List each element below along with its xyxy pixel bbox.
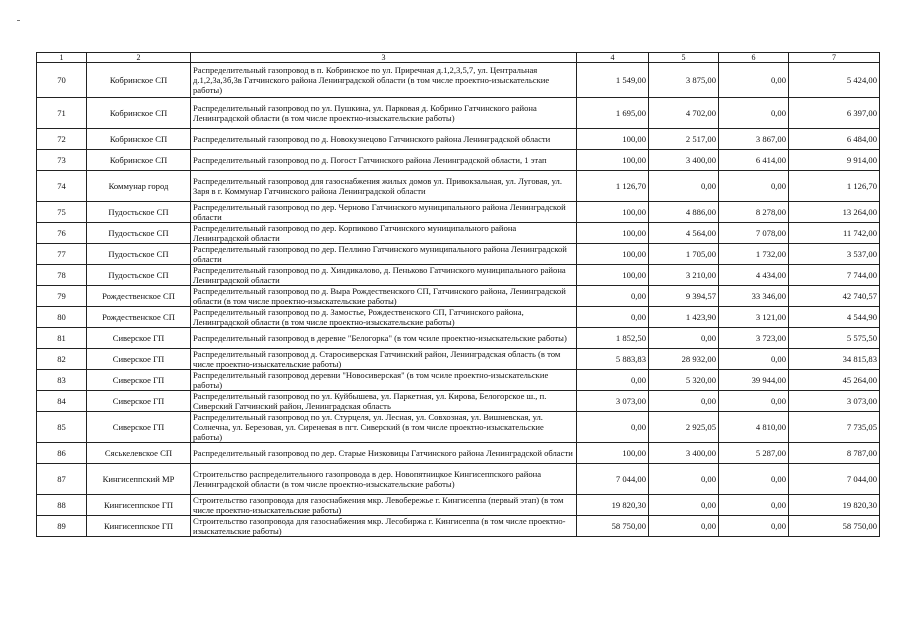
table-row xyxy=(37,150,880,171)
row-number: 74 xyxy=(37,171,87,202)
amount-total-cell: 4 544,90 xyxy=(789,307,880,328)
amount-total-cell: 58 750,00 xyxy=(789,516,880,537)
table-row xyxy=(37,265,880,286)
amount-col6-cell: 3 121,00 xyxy=(719,307,789,328)
amount-col5-cell: 4 886,00 xyxy=(649,202,719,223)
amount-col5-cell: 1 705,00 xyxy=(649,244,719,265)
description-cell: Распределительный газопровод деревни "Новосиверская" (в том чсиле проектно-изыскательские работы) xyxy=(191,370,577,391)
description-cell: Строительство газопровода для газоснабжения мкр. Лесобиржа г. Кингисеппа (в том числе проектно-изыскательские работы) xyxy=(191,516,577,537)
description-cell: Распределительный газопровод в п. Кобринское по ул. Приречная д.1,2,3,5,7, ул. Центральная д.1,2,3а,3б,3в Гатчинского района Ленинградской области (в том числе проектно-изыскательские работы) xyxy=(191,63,577,98)
amount-total-cell: 1 126,70 xyxy=(789,171,880,202)
municipality-cell: Кобринское СП xyxy=(87,98,191,129)
municipality-cell: Сяськелевское СП xyxy=(87,443,191,464)
amount-col5-cell: 3 875,00 xyxy=(649,63,719,98)
municipality-cell: Кобринское СП xyxy=(87,150,191,171)
row-number: 81 xyxy=(37,328,87,349)
amount-col6-cell: 1 732,00 xyxy=(719,244,789,265)
column-header: 6 xyxy=(719,53,789,63)
amount-col5-cell: 3 210,00 xyxy=(649,265,719,286)
description-cell: Распределительный газопровод по дер. Пеллино Гатчинского муниципального района Ленинградской области xyxy=(191,244,577,265)
description-cell: Распределительный газопровод по дер. Корпиково Гатчинского муниципального района Ленинградской области xyxy=(191,223,577,244)
amount-col5-cell: 28 932,00 xyxy=(649,349,719,370)
table-row xyxy=(37,307,880,328)
description-cell: Распределительный газопровод для газоснабжения жилых домов ул. Привокзальная, ул. Луговая, ул. Заря в г. Коммунар Гатчинского района Ленинградской области xyxy=(191,171,577,202)
municipality-cell: Сиверское ГП xyxy=(87,349,191,370)
amount-total-cell: 6 484,00 xyxy=(789,129,880,150)
row-number: 84 xyxy=(37,391,87,412)
description-cell: Распределительный газопровод по д. Выра Рождественского СП, Гатчинского района, Ленинградской области (в том числе проектно-изыскательские работы) xyxy=(191,286,577,307)
amount-col6-cell: 3 867,00 xyxy=(719,129,789,150)
table-row xyxy=(37,286,880,307)
table-row xyxy=(37,349,880,370)
table-row xyxy=(37,464,880,495)
amount-total-cell: 42 740,57 xyxy=(789,286,880,307)
amount-col5-cell: 3 400,00 xyxy=(649,443,719,464)
municipality-cell: Кингисеппское ГП xyxy=(87,495,191,516)
municipality-cell: Сиверское ГП xyxy=(87,328,191,349)
municipality-cell: Сиверское ГП xyxy=(87,391,191,412)
table-row xyxy=(37,391,880,412)
table-row xyxy=(37,370,880,391)
description-cell: Распределительный газопровод по д. Замостье, Рождественского СП, Гатчинского района, Ленинградской области (в том числе проектно-изыскательские работы) xyxy=(191,307,577,328)
amount-col6-cell: 8 278,00 xyxy=(719,202,789,223)
description-cell: Распределительный газопровод по д. Новокузнецово Гатчинского района Ленинградской области xyxy=(191,129,577,150)
municipality-cell: Кингисеппский МР xyxy=(87,464,191,495)
amount-col6-cell: 33 346,00 xyxy=(719,286,789,307)
amount-col4-cell: 100,00 xyxy=(577,150,649,171)
table-row xyxy=(37,244,880,265)
amount-total-cell: 3 073,00 xyxy=(789,391,880,412)
table-row xyxy=(37,516,880,537)
amount-total-cell: 8 787,00 xyxy=(789,443,880,464)
municipality-cell: Пудостьское СП xyxy=(87,223,191,244)
amount-col4-cell: 0,00 xyxy=(577,412,649,443)
municipality-cell: Коммунар город xyxy=(87,171,191,202)
row-number: 72 xyxy=(37,129,87,150)
municipality-cell: Пудостьское СП xyxy=(87,202,191,223)
amount-col4-cell: 5 883,83 xyxy=(577,349,649,370)
amount-col5-cell: 3 400,00 xyxy=(649,150,719,171)
table-row xyxy=(37,495,880,516)
amount-total-cell: 9 914,00 xyxy=(789,150,880,171)
table-row xyxy=(37,412,880,443)
amount-col4-cell: 100,00 xyxy=(577,129,649,150)
row-number: 79 xyxy=(37,286,87,307)
column-header: 7 xyxy=(789,53,880,63)
row-number: 86 xyxy=(37,443,87,464)
description-cell: Распределительный газопровод по д. Хиндикалово, д. Пеньково Гатчинского муниципального района Ленинградской области xyxy=(191,265,577,286)
amount-col4-cell: 1 126,70 xyxy=(577,171,649,202)
amount-col5-cell: 5 320,00 xyxy=(649,370,719,391)
municipality-cell: Пудостьское СП xyxy=(87,265,191,286)
row-number: 89 xyxy=(37,516,87,537)
amount-col4-cell: 100,00 xyxy=(577,202,649,223)
municipality-cell: Кобринское СП xyxy=(87,129,191,150)
amount-col6-cell: 0,00 xyxy=(719,63,789,98)
municipality-cell: Сиверское ГП xyxy=(87,370,191,391)
table-row xyxy=(37,223,880,244)
amount-col4-cell: 100,00 xyxy=(577,265,649,286)
amount-col5-cell: 0,00 xyxy=(649,516,719,537)
amount-col6-cell: 0,00 xyxy=(719,516,789,537)
row-number: 70 xyxy=(37,63,87,98)
amount-total-cell: 34 815,83 xyxy=(789,349,880,370)
amount-total-cell: 19 820,30 xyxy=(789,495,880,516)
table-row xyxy=(37,171,880,202)
amount-col6-cell: 0,00 xyxy=(719,349,789,370)
municipality-cell: Рождественское СП xyxy=(87,307,191,328)
description-cell: Распределительный газопровод по д. Погост Гатчинского района Ленинградской области, 1 этап xyxy=(191,150,577,171)
row-number: 73 xyxy=(37,150,87,171)
column-number-row xyxy=(37,53,880,63)
amount-col4-cell: 1 549,00 xyxy=(577,63,649,98)
description-cell: Распределительный газопровод в деревне "Белогорка" (в том чсиле проектно-изыскательские работы) xyxy=(191,328,577,349)
amount-col6-cell: 0,00 xyxy=(719,391,789,412)
amount-total-cell: 7 735,05 xyxy=(789,412,880,443)
column-header: 2 xyxy=(87,53,191,63)
column-header: 1 xyxy=(37,53,87,63)
amount-col6-cell: 4 434,00 xyxy=(719,265,789,286)
municipality-cell: Кингисеппское ГП xyxy=(87,516,191,537)
amount-col5-cell: 4 702,00 xyxy=(649,98,719,129)
amount-col5-cell: 9 394,57 xyxy=(649,286,719,307)
amount-col4-cell: 100,00 xyxy=(577,443,649,464)
description-cell: Строительство распределительного газопровода в дер. Новопятницкое Кингисеппского района Ленинградской области (в том числе проектно-изыскательские работы) xyxy=(191,464,577,495)
row-number: 78 xyxy=(37,265,87,286)
table-row xyxy=(37,98,880,129)
amount-col4-cell: 0,00 xyxy=(577,370,649,391)
amount-col6-cell: 0,00 xyxy=(719,495,789,516)
amount-total-cell: 7 744,00 xyxy=(789,265,880,286)
row-number: 76 xyxy=(37,223,87,244)
description-cell: Строительство газопровода для газоснабжения мкр. Левобережье г. Кингисеппа (первый этап) (в том числе проектно-изыскательские работы) xyxy=(191,495,577,516)
row-number: 75 xyxy=(37,202,87,223)
amount-col5-cell: 0,00 xyxy=(649,171,719,202)
amount-col6-cell: 39 944,00 xyxy=(719,370,789,391)
description-cell: Распределительный газопровод по ул. Пушкина, ул. Парковая д. Кобрино Гатчинского района Ленинградской области (в том числе проектно-изыскательские работы) xyxy=(191,98,577,129)
table-row xyxy=(37,443,880,464)
column-header: 3 xyxy=(191,53,577,63)
amount-col5-cell: 1 423,90 xyxy=(649,307,719,328)
amount-col4-cell: 58 750,00 xyxy=(577,516,649,537)
amount-col4-cell: 0,00 xyxy=(577,286,649,307)
amount-col5-cell: 2 517,00 xyxy=(649,129,719,150)
row-number: 77 xyxy=(37,244,87,265)
amount-total-cell: 11 742,00 xyxy=(789,223,880,244)
amount-total-cell: 7 044,00 xyxy=(789,464,880,495)
amount-col5-cell: 0,00 xyxy=(649,391,719,412)
table-row xyxy=(37,328,880,349)
amount-col6-cell: 6 414,00 xyxy=(719,150,789,171)
row-number: 82 xyxy=(37,349,87,370)
table-row xyxy=(37,202,880,223)
table-row xyxy=(37,63,880,98)
amount-col4-cell: 1 852,50 xyxy=(577,328,649,349)
amount-col6-cell: 7 078,00 xyxy=(719,223,789,244)
amount-col6-cell: 0,00 xyxy=(719,171,789,202)
amount-col4-cell: 0,00 xyxy=(577,307,649,328)
description-cell: Распределительный газопровод по ул. Куйбышева, ул. Паркетная, ул. Кирова, Белогорское ш., п. Сиверский Гатчинский район, Ленинградская область xyxy=(191,391,577,412)
amount-total-cell: 6 397,00 xyxy=(789,98,880,129)
municipality-cell: Рождественское СП xyxy=(87,286,191,307)
amount-col5-cell: 0,00 xyxy=(649,328,719,349)
amount-col4-cell: 100,00 xyxy=(577,244,649,265)
amount-col5-cell: 4 564,00 xyxy=(649,223,719,244)
amount-total-cell: 45 264,00 xyxy=(789,370,880,391)
table-row xyxy=(37,129,880,150)
amount-total-cell: 13 264,00 xyxy=(789,202,880,223)
description-cell: Распределительный газопровод по дер. Старые Низковицы Гатчинского района Ленинградской области xyxy=(191,443,577,464)
municipality-cell: Сиверское ГП xyxy=(87,412,191,443)
amount-col5-cell: 2 925,05 xyxy=(649,412,719,443)
row-number: 80 xyxy=(37,307,87,328)
column-header: 5 xyxy=(649,53,719,63)
row-number: 83 xyxy=(37,370,87,391)
description-cell: Распределительный газопровод д. Старосиверская Гатчинский район, Ленинградская область (в том числе проектно-изыскательские работы) xyxy=(191,349,577,370)
amount-col4-cell: 3 073,00 xyxy=(577,391,649,412)
column-header: 4 xyxy=(577,53,649,63)
amount-col6-cell: 0,00 xyxy=(719,464,789,495)
amount-col5-cell: 0,00 xyxy=(649,464,719,495)
municipality-cell: Пудостьское СП xyxy=(87,244,191,265)
scan-mark xyxy=(17,20,20,21)
municipality-cell: Кобринское СП xyxy=(87,63,191,98)
amount-col6-cell: 0,00 xyxy=(719,98,789,129)
amount-total-cell: 3 537,00 xyxy=(789,244,880,265)
row-number: 85 xyxy=(37,412,87,443)
amount-col4-cell: 1 695,00 xyxy=(577,98,649,129)
gas-pipeline-table xyxy=(36,52,880,537)
row-number: 71 xyxy=(37,98,87,129)
row-number: 88 xyxy=(37,495,87,516)
amount-col4-cell: 7 044,00 xyxy=(577,464,649,495)
amount-col6-cell: 3 723,00 xyxy=(719,328,789,349)
amount-col6-cell: 5 287,00 xyxy=(719,443,789,464)
description-cell: Распределительный газопровод по ул. Стурцеля, ул. Лесная, ул. Совхозная, ул. Вишневская, ул. Солнечна, ул. Березовая, ул. Сиреневая в пгт. Сиверский (в том числе проектно-изыскательские работы) xyxy=(191,412,577,443)
amount-total-cell: 5 575,50 xyxy=(789,328,880,349)
amount-col6-cell: 4 810,00 xyxy=(719,412,789,443)
amount-total-cell: 5 424,00 xyxy=(789,63,880,98)
amount-col5-cell: 0,00 xyxy=(649,495,719,516)
description-cell: Распределительный газопровод по дер. Черново Гатчинского муниципального района Ленинградской области xyxy=(191,202,577,223)
amount-col4-cell: 19 820,30 xyxy=(577,495,649,516)
row-number: 87 xyxy=(37,464,87,495)
amount-col4-cell: 100,00 xyxy=(577,223,649,244)
